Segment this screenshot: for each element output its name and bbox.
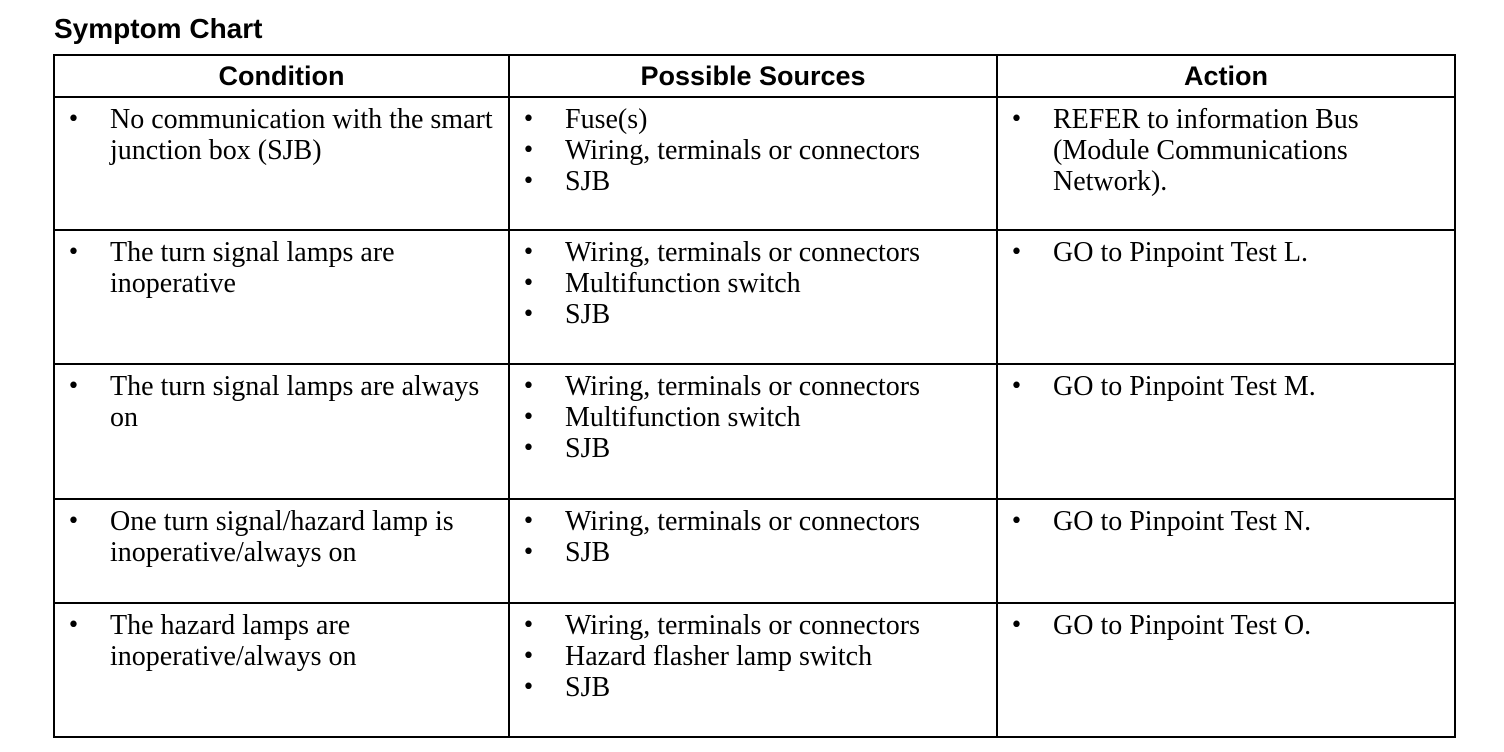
- bullet-icon: •: [522, 138, 535, 163]
- list-item: [510, 268, 996, 299]
- source-text: SJB: [565, 299, 611, 330]
- source-text: Wiring, terminals or connectors: [565, 371, 920, 402]
- source-text: Wiring, terminals or connectors: [565, 506, 920, 537]
- bullet-icon: •: [522, 509, 535, 534]
- source-text: SJB: [565, 537, 611, 568]
- action-text: GO to Pinpoint Test O.: [1053, 610, 1312, 641]
- condition-cell: [54, 230, 509, 364]
- bullet-icon: •: [522, 613, 535, 638]
- condition-cell: [54, 97, 509, 230]
- source-text: Hazard flasher lamp switch: [565, 641, 873, 672]
- sources-cell: [509, 499, 997, 603]
- condition-header: Condition: [54, 55, 509, 97]
- bullet-icon: •: [522, 240, 535, 265]
- list-item: [55, 610, 508, 672]
- bullet-icon: •: [522, 675, 535, 700]
- condition-text: The turn signal lamps are always on: [110, 371, 480, 433]
- list-item: [510, 672, 996, 703]
- condition-text: One turn signal/hazard lamp is inoperative/always on: [110, 506, 454, 568]
- bullet-icon: •: [522, 271, 535, 296]
- bullet-icon: •: [522, 436, 535, 461]
- bullet-icon: •: [522, 374, 535, 399]
- bullet-icon: •: [522, 302, 535, 327]
- action-cell: [997, 230, 1455, 364]
- bullet-icon: •: [67, 240, 80, 265]
- source-text: SJB: [565, 433, 611, 464]
- source-text: Wiring, terminals or connectors: [565, 237, 920, 268]
- list-item: [55, 506, 508, 568]
- page-title: Symptom Chart: [54, 13, 263, 44]
- table-row: [54, 230, 1455, 364]
- list-item: [510, 641, 996, 672]
- action-text: GO to Pinpoint Test L.: [1053, 237, 1308, 268]
- table-header-row: [54, 55, 1455, 97]
- bullet-icon: •: [522, 169, 535, 194]
- list-item: [510, 135, 996, 166]
- list-item: [998, 610, 1454, 641]
- action-text: REFER to information Bus (Module Communications Network).: [1053, 104, 1359, 197]
- list-item: [55, 237, 508, 299]
- action-cell: [997, 603, 1455, 737]
- bullet-icon: •: [67, 107, 80, 132]
- table-row: [54, 499, 1455, 603]
- bullet-icon: •: [522, 540, 535, 565]
- possible-sources-header: Possible Sources: [509, 55, 997, 97]
- bullet-icon: •: [1010, 107, 1023, 132]
- list-item: [510, 371, 996, 402]
- list-item: [510, 237, 996, 268]
- source-text: Multifunction switch: [565, 402, 801, 433]
- list-item: [510, 104, 996, 135]
- bullet-icon: •: [1010, 613, 1023, 638]
- condition-text: No communication with the smart junction box (SJB): [110, 104, 493, 166]
- action-cell: [997, 364, 1455, 499]
- bullet-icon: •: [522, 107, 535, 132]
- sources-cell: [509, 603, 997, 737]
- list-item: [998, 371, 1454, 402]
- list-item: [510, 506, 996, 537]
- list-item: [55, 371, 508, 433]
- bullet-icon: •: [522, 644, 535, 669]
- list-item: [510, 433, 996, 464]
- list-item: [510, 610, 996, 641]
- source-text: Multifunction switch: [565, 268, 801, 299]
- list-item: [55, 104, 508, 166]
- sources-cell: [509, 364, 997, 499]
- list-item: [998, 237, 1454, 268]
- list-item: [998, 506, 1454, 537]
- action-cell: [997, 97, 1455, 230]
- condition-text: The turn signal lamps are inoperative: [110, 237, 395, 299]
- source-text: Wiring, terminals or connectors: [565, 610, 920, 641]
- list-item: [510, 537, 996, 568]
- condition-cell: [54, 603, 509, 737]
- action-header: Action: [997, 55, 1455, 97]
- table-row: [54, 97, 1455, 230]
- sources-cell: [509, 97, 997, 230]
- source-text: SJB: [565, 672, 611, 703]
- action-text: GO to Pinpoint Test M.: [1053, 371, 1316, 402]
- sources-cell: [509, 230, 997, 364]
- list-item: [998, 104, 1454, 197]
- source-text: SJB: [565, 166, 611, 197]
- bullet-icon: •: [1010, 374, 1023, 399]
- list-item: [510, 166, 996, 197]
- condition-text: The hazard lamps are inoperative/always on: [110, 610, 357, 672]
- condition-cell: [54, 364, 509, 499]
- condition-cell: [54, 499, 509, 603]
- action-text: GO to Pinpoint Test N.: [1053, 506, 1312, 537]
- table-row: [54, 603, 1455, 737]
- symptom-chart-table: [53, 54, 1456, 738]
- bullet-icon: •: [1010, 509, 1023, 534]
- bullet-icon: •: [1010, 240, 1023, 265]
- bullet-icon: •: [67, 613, 80, 638]
- list-item: [510, 299, 996, 330]
- list-item: [510, 402, 996, 433]
- bullet-icon: •: [67, 374, 80, 399]
- source-text: Wiring, terminals or connectors: [565, 135, 920, 166]
- table-row: [54, 364, 1455, 499]
- bullet-icon: •: [522, 405, 535, 430]
- source-text: Fuse(s): [565, 104, 648, 135]
- action-cell: [997, 499, 1455, 603]
- bullet-icon: •: [67, 509, 80, 534]
